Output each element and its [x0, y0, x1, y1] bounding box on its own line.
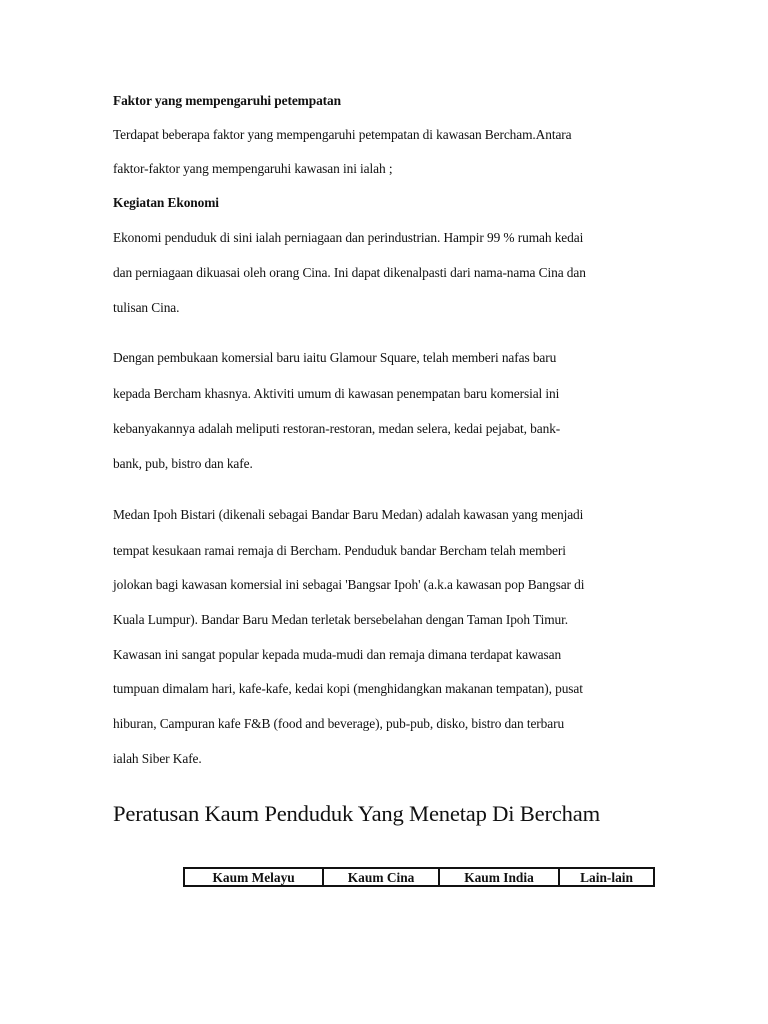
paragraph-line: ialah Siber Kafe. [113, 751, 202, 766]
paragraph-line: Dengan pembukaan komersial baru iaitu Glamour Square, telah memberi nafas baru [113, 350, 557, 365]
paragraph-line: kebanyakannya adalah meliputi restoran-restoran, medan selera, kedai pejabat, bank- [113, 421, 561, 436]
paragraph-line: jolokan bagi kawasan komersial ini sebagai 'Bangsar Ipoh' (a.k.a kawasan pop Bangsar di [113, 577, 585, 592]
paragraph-line: tempat kesukaan ramai remaja di Bercham. Penduduk bandar Bercham telah memberi [113, 543, 566, 558]
table-header-row [184, 868, 654, 886]
section-title: Peratusan Kaum Penduduk Yang Menetap Di Bercham [113, 801, 600, 826]
paragraph-line: Medan Ipoh Bistari (dikenali sebagai Bandar Baru Medan) adalah kawasan yang menjadi [113, 507, 584, 522]
paragraph-line: Ekonomi penduduk di sini ialah perniagaan dan perindustrian. Hampir 99 % rumah kedai [113, 230, 584, 245]
table-header-cell: Lain-lain [559, 868, 654, 886]
paragraph-line: hiburan, Campuran kafe F&B (food and beverage), pub-pub, disko, bistro dan terbaru [113, 716, 565, 731]
population-table [183, 867, 655, 887]
paragraph-line: dan perniagaan dikuasai oleh orang Cina. Ini dapat dikenalpasti dari nama-nama Cina dan [113, 265, 586, 280]
paragraph-line: kepada Bercham khasnya. Aktiviti umum di kawasan penempatan baru komersial ini [113, 386, 560, 401]
table-header-cell: Kaum Cina [323, 868, 439, 886]
paragraph-line: bank, pub, bistro dan kafe. [113, 456, 253, 471]
intro-line: faktor-faktor yang mempengaruhi kawasan ini ialah ; [113, 161, 393, 176]
table-header-cell: Kaum Melayu [184, 868, 323, 886]
paragraph-line: Kawasan ini sangat popular kepada muda-mudi dan remaja dimana terdapat kawasan [113, 647, 562, 662]
heading-faktor: Faktor yang mempengaruhi petempatan [113, 93, 341, 108]
paragraph-line: tumpuan dimalam hari, kafe-kafe, kedai kopi (menghidangkan makanan tempatan), pusat [113, 681, 583, 696]
paragraph-line: Kuala Lumpur). Bandar Baru Medan terletak bersebelahan dengan Taman Ipoh Timur. [113, 612, 568, 627]
intro-line: Terdapat beberapa faktor yang mempengaruhi petempatan di kawasan Bercham.Antara [113, 127, 572, 142]
table-header-cell: Kaum India [439, 868, 559, 886]
paragraph-line: tulisan Cina. [113, 300, 180, 315]
heading-kegiatan-ekonomi: Kegiatan Ekonomi [113, 195, 219, 210]
